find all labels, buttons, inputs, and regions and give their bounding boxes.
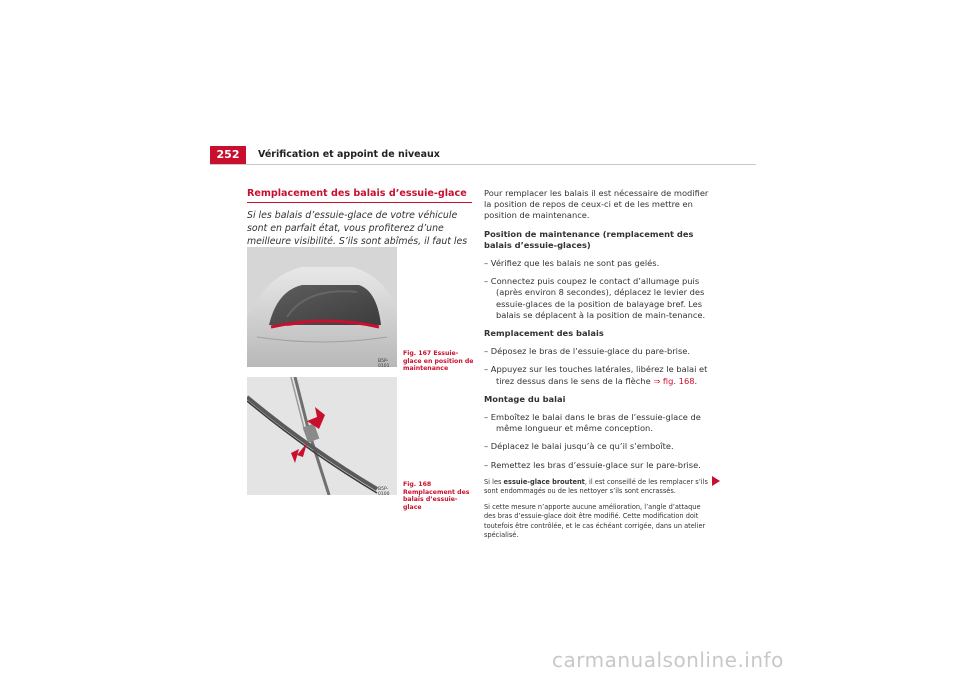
list-item: – Déposez le bras de l’essuie-glace du pare-brise.	[484, 346, 691, 357]
car-front-illustration	[247, 247, 397, 367]
figure-code: B5P-0100	[378, 487, 390, 495]
watermark: carmanualsonline.info	[552, 648, 784, 672]
list-item: – Emboîtez le balai dans le bras de l’essuie-glace de même longueur et même conception.	[484, 412, 701, 434]
subheading-replacement: Remplacement des balais	[484, 328, 604, 339]
wiper-blade-illustration	[247, 377, 397, 495]
figure-wiper-maintenance	[247, 247, 397, 367]
section-title: Remplacement des balais d’essuie-glace	[247, 188, 472, 203]
right-column	[484, 188, 714, 547]
list-item: – Remettez les bras d’essuie-glace sur le pare-brise.	[484, 459, 701, 470]
next-page-arrow-icon[interactable]	[712, 476, 720, 486]
note-paragraph: Si cette mesure n’apporte aucune amélioration, l’angle d’attaque des bras d’essuie-glace doit être modifié. Cette modification doit toutefois être contrôlée, et le cas échéant corrigée, dans un atelier spécialisé.	[484, 503, 706, 539]
list-item: – Connectez puis coupez le contact d’allumage puis (après environ 8 secondes), déplacez le levier des essuie-glaces de la position de balayage bref. Les balais se déplacent à la position de main-tenance.	[484, 276, 706, 320]
body-intro: Pour remplacer les balais il est nécessaire de modifier la position de repos de ceux-ci et de les mettre en position de maintenance.	[484, 188, 709, 221]
figure-wiper-replacement	[247, 377, 397, 495]
chapter-title: Vérification et appoint de niveaux	[258, 149, 440, 160]
subheading-mounting: Montage du balai	[484, 393, 566, 404]
figure-reference-link[interactable]: ⇒ fig. 168	[653, 375, 695, 386]
subheading-maintenance: Position de maintenance (remplacement des balais d’essuie-glaces)	[484, 228, 694, 250]
figure-caption: Fig. 167 Essuie-glace en position de maintenance	[403, 350, 474, 372]
page-number: 252	[210, 146, 246, 164]
header-divider	[210, 164, 756, 165]
figure-caption: Fig. 168 Remplacement des balais d’essuie-glace	[403, 481, 470, 511]
list-item: – Vérifiez que les balais ne sont pas gelés.	[484, 258, 660, 269]
list-item: – Appuyez sur les touches latérales, libérez le balai et tirez dessus dans le sens de la flèche ⇒ fig. 168.	[484, 364, 708, 386]
figure-code: B5P-0101	[378, 359, 390, 367]
note-paragraph: Si les essuie-glace broutent, il est conseillé de les remplacer s’ils sont endommagés ou de les nettoyer s’ils sont encrassés.	[484, 477, 708, 496]
section-intro: Si les balais d’essuie-glace de votre véhicule sont en parfait état, vous profiterez d’une meilleure visibilité. S’ils sont abîmés, il faut les	[247, 210, 468, 247]
list-item: – Déplacez le balai jusqu’à ce qu’il s’emboîte.	[484, 441, 674, 452]
